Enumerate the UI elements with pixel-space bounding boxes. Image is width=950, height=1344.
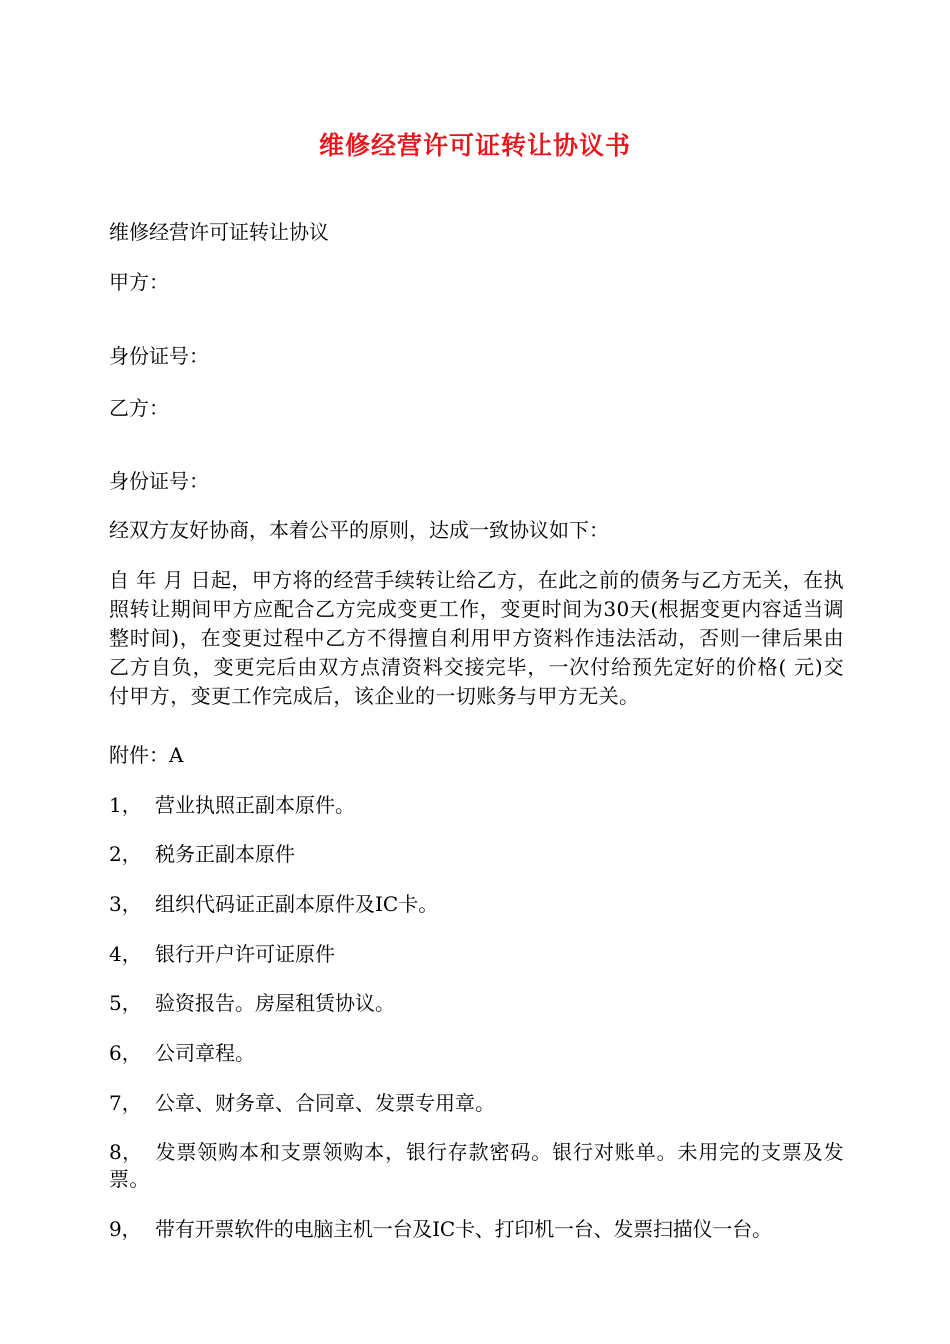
body-paragraph: 自 年 月 日起，甲方将的经营手续转让给乙方，在此之前的债务与乙方无关，在执照转让期间甲方应配合乙方完成变更工作，变更时间为30天(根据变更内容适当调整时间)，在变更过程中乙方不得擅自利用甲方资料作违法活动，否则一律后果由乙方自负，变更完后由双方点清资料交接完毕，一次付给预先定好的价格( 元)交付甲方，变更工作完成后，该企业的一切账务与甲方无关。 [109,568,844,708]
attachment-item [109,1089,844,1117]
document-title: 维修经营许可证转让协议书 [318,131,631,160]
attachment-number: 8， [109,1140,143,1164]
attachment-number: 3， [109,892,142,916]
attachment-text: 营业执照正副本原件。 [155,793,355,817]
attachment-label: 附件：A [109,743,184,767]
agreement-subtitle: 维修经营许可证转让协议 [109,220,329,244]
attachment-text: 公章、财务章、合同章、发票专用章。 [155,1091,495,1115]
attachment-number: 5， [109,991,142,1015]
attachment-item [109,791,844,819]
attachment-number: 4， [109,942,142,966]
attachment-item [109,989,844,1017]
party-a-id-label: 身份证号： [109,344,209,368]
attachment-item [109,890,844,918]
attachment-text: 公司章程。 [155,1041,255,1065]
party-b-label: 乙方： [109,396,169,420]
attachment-item [109,1215,844,1243]
attachment-item [109,940,844,968]
intro-paragraph: 经双方友好协商，本着公平的原则，达成一致协议如下： [109,518,609,542]
attachment-number: 6， [109,1041,142,1065]
attachment-text: 银行开户许可证原件 [155,942,335,966]
attachment-text: 验资报告。房屋租赁协议。 [155,991,395,1015]
attachment-text: 带有开票软件的电脑主机一台及IC卡、打印机一台、发票扫描仪一台。 [155,1217,772,1241]
attachment-item [109,840,844,868]
attachment-text: 组织代码证正副本原件及IC卡。 [155,892,439,916]
party-a-label: 甲方： [109,270,169,294]
attachment-number: 2， [109,842,142,866]
attachment-item [109,1039,844,1067]
party-b-id-label: 身份证号： [109,469,209,493]
attachment-number: 9， [109,1217,142,1241]
attachment-item [109,1139,844,1193]
attachment-text: 税务正副本原件 [155,842,295,866]
attachment-number: 1， [109,793,142,817]
attachment-text: 发票领购本和支票领购本，银行存款密码。银行对账单。未用完的支票及发票。 [109,1140,844,1191]
attachment-number: 7， [109,1091,142,1115]
